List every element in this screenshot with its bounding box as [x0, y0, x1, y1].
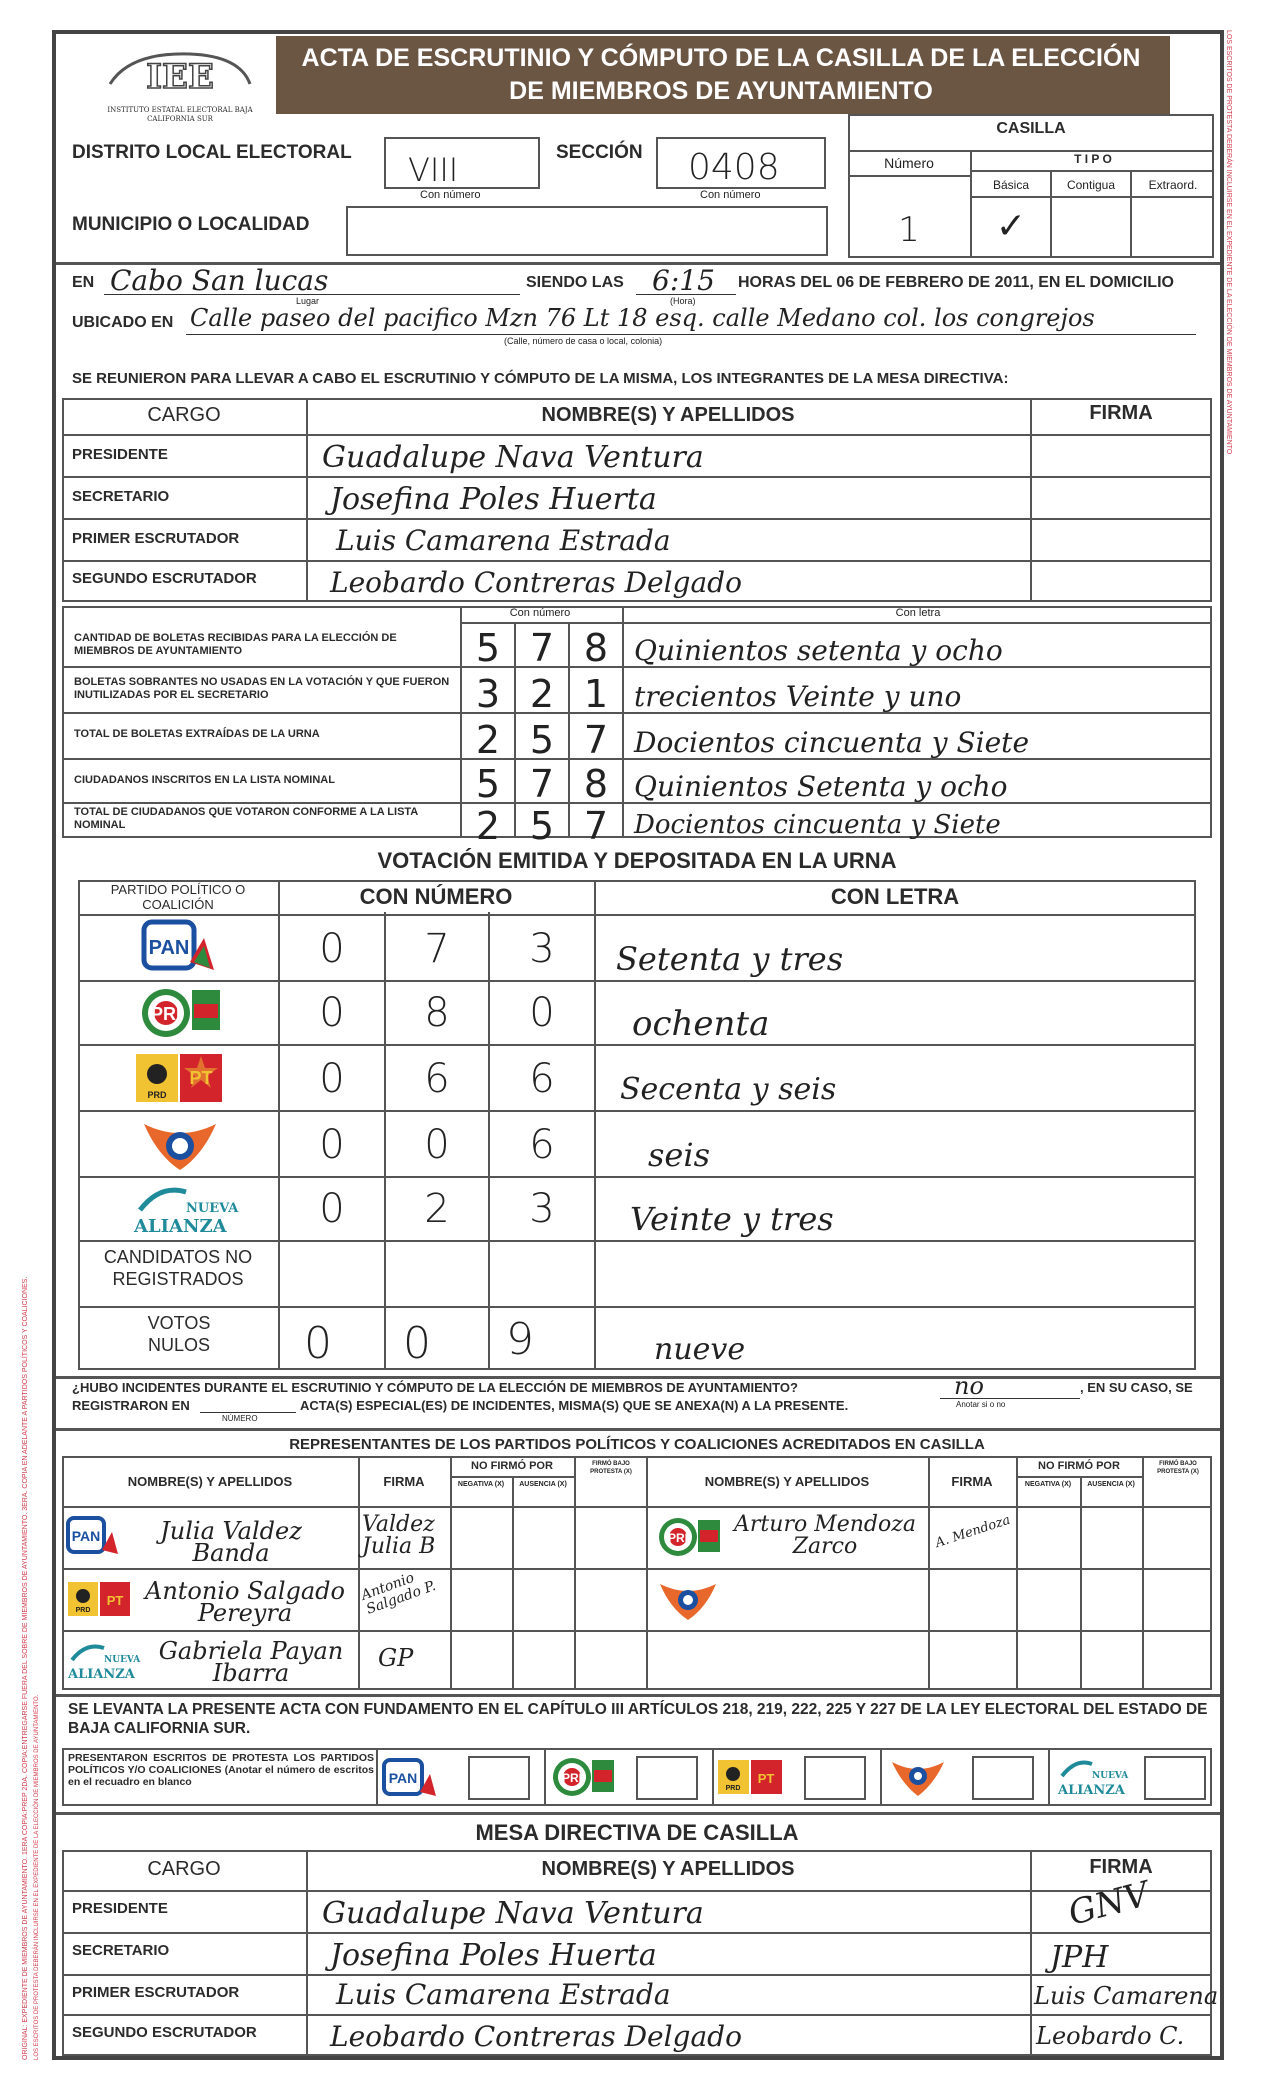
svg-text:PAN: PAN — [388, 1770, 418, 1786]
protesta-nueva-alianza-icon — [1054, 1756, 1129, 1798]
svg-text:NUEVA: NUEVA — [186, 1201, 239, 1216]
protesta-pri-icon — [550, 1754, 616, 1800]
boletas-digit[interactable]: 5 — [475, 626, 501, 670]
svg-text:PRD: PRD — [75, 1607, 91, 1614]
seccion-value: 0408 — [688, 147, 780, 188]
boletas-digit[interactable]: 7 — [529, 762, 555, 806]
protesta-pan-icon — [380, 1754, 440, 1800]
rep-prd-pt-icon — [66, 1576, 132, 1622]
mesa-bottom-nombre-primer[interactable]: Luis Camarena Estrada — [336, 1978, 671, 2011]
rep-nueva-alianza-icon — [64, 1638, 141, 1684]
rep-left-nombre[interactable]: Gabriela Payan Ibarra — [158, 1637, 344, 1687]
rep-protesta-header-left: FIRMÓ BAJO PROTESTA (X) — [590, 1461, 632, 1475]
votacion-digit[interactable]: 0 — [319, 1122, 345, 1168]
boletas-letra-header: Con letra — [895, 607, 941, 619]
ubicado-value[interactable]: Calle paseo del pacifico Mzn 76 Lt 18 esq. calle Medano col. los congrejos — [190, 304, 1095, 332]
boletas-label: TOTAL DE CIUDADANOS QUE VOTARON CONFORME A LA LISTA NOMINAL — [74, 806, 418, 831]
protesta-convergencia-count[interactable] — [972, 1756, 1034, 1800]
casilla-numero-value[interactable]: 1 — [898, 210, 920, 250]
boletas-label: CANTIDAD DE BOLETAS RECIBIDAS PARA LA ELECCIÓN DE MIEMBROS DE AYUNTAMIENTO — [74, 632, 397, 657]
protesta-nueva-alianza-count[interactable] — [1144, 1756, 1206, 1800]
votacion-digit[interactable]: 0 — [319, 990, 345, 1036]
mesa-bottom-cargo-header: CARGO — [147, 1858, 221, 1880]
incidentes-text-end: , EN SU CASO, SE — [1080, 1380, 1193, 1395]
mesa-top-nombre-segundo[interactable]: Leobardo Contreras Delgado — [330, 566, 742, 599]
mesa-top-nombre-header: NOMBRE(S) Y APELLIDOS — [541, 404, 795, 426]
boletas-digit[interactable]: 3 — [475, 672, 501, 716]
rep-left-firma[interactable]: Antonio Salgado P. — [359, 1569, 438, 1618]
votacion-digit[interactable]: 6 — [529, 1056, 555, 1102]
institute-name: INSTITUTO ESTATAL ELECTORAL BAJA CALIFORNIA SUR — [107, 106, 253, 123]
boletas-digit[interactable]: 2 — [529, 672, 555, 716]
incidentes-registraron: REGISTRARON EN — [72, 1398, 190, 1413]
pan-logo-icon — [142, 918, 222, 978]
svg-text:PRI: PRI — [667, 1531, 689, 1545]
convergencia-logo-icon — [140, 1116, 220, 1174]
rep-negativa-header-right: NEGATIVA (X) — [1024, 1481, 1072, 1488]
mesa-top-cargo-header: CARGO — [147, 404, 221, 426]
incidentes-question: ¿HUBO INCIDENTES DURANTE EL ESCRUTINIO Y CÓMPUTO DE LA ELECCIÓN DE MIEMBROS DE AYUNTAMIENTO? — [72, 1380, 798, 1395]
mesa-bottom-cargo-segundo: SEGUNDO ESCRUTADOR — [72, 2024, 257, 2041]
rep-firma-header-left: FIRMA — [383, 1474, 425, 1489]
mesa-top-cargo-presidente: PRESIDENTE — [72, 446, 168, 463]
mesa-top-cargo-primer: PRIMER ESCRUTADOR — [72, 530, 240, 547]
right-margin-note: LOS ESCRITOS DE PROTESTA DEBERÁN INCLUIRSE EN EL EXPEDIENTE DE LA ELECCIÓN DE MIEMBROS DE AYUNTAMIENTO — [1225, 30, 1232, 455]
rep-right-nombre[interactable]: Arturo Mendoza Zarco — [734, 1512, 916, 1559]
boletas-letra[interactable]: Quinientos setenta y ocho — [634, 634, 1003, 667]
svg-text:ALIANZA: ALIANZA — [68, 1667, 135, 1682]
svg-text:PRD: PRD — [725, 1785, 741, 1792]
boletas-letra[interactable]: trecientos Veinte y uno — [634, 680, 962, 713]
boletas-label: CIUDADANOS INSCRITOS EN LA LISTA NOMINAL — [74, 774, 335, 786]
svg-text:ALIANZA: ALIANZA — [134, 1216, 227, 1237]
boletas-digit[interactable]: 5 — [475, 762, 501, 806]
votos-nulos-label: VOTOS NULOS — [147, 1313, 211, 1355]
mesa-bottom-cargo-secretario: SECRETARIO — [72, 1942, 170, 1959]
mesa-bottom-firma-presidente[interactable]: GNV — [1064, 1874, 1154, 1934]
casilla-numero-label: Número — [884, 155, 934, 171]
rep-pan-icon — [66, 1514, 120, 1560]
svg-text:NUEVA: NUEVA — [104, 1655, 141, 1665]
protesta-text: PRESENTARON ESCRITOS DE PROTESTA LOS PARTIDOS POLÍTICOS Y/O COALICIONES (Anotar el número de escritos en el recuadro en blanco — [68, 1752, 374, 1788]
votacion-partido-header: PARTIDO POLÍTICO O COALICIÓN — [110, 882, 246, 912]
casilla-title: CASILLA — [996, 120, 1066, 137]
boletas-digit[interactable]: 1 — [583, 672, 609, 716]
votacion-digit[interactable]: 0 — [319, 1056, 345, 1102]
incidentes-answer-caption: Anotar si o no — [956, 1400, 1006, 1409]
boletas-digit[interactable]: 8 — [583, 762, 609, 806]
rep-no-firmo-header-right: NO FIRMÓ POR — [1038, 1460, 1120, 1472]
votacion-digit[interactable]: 7 — [424, 926, 450, 972]
protesta-prd-pt-icon — [716, 1756, 784, 1798]
mesa-bottom-firma-primer[interactable]: Luis Camarena — [1034, 1982, 1219, 2010]
prd-pt-logo-icon — [134, 1050, 224, 1106]
votacion-letra[interactable]: Secenta y seis — [620, 1072, 837, 1107]
votacion-digit[interactable]: 6 — [424, 1056, 450, 1102]
svg-text:ALIANZA: ALIANZA — [1058, 1783, 1125, 1798]
mesa-top-nombre-primer[interactable]: Luis Camarena Estrada — [336, 524, 671, 557]
votacion-digit[interactable]: 0 — [424, 1122, 450, 1168]
rep-left-firma[interactable]: GP — [378, 1644, 414, 1672]
iee-logo-text: IEE — [146, 57, 214, 97]
mesa-bottom-title: MESA DIRECTIVA DE CASILLA — [475, 1820, 799, 1845]
tipo-contigua-label: Contigua — [1066, 178, 1116, 192]
mesa-top-firma-header: FIRMA — [1089, 402, 1153, 424]
pri-logo-icon — [138, 984, 224, 1042]
votacion-letra[interactable]: ochenta — [632, 1004, 770, 1044]
tipo-basica-checkbox[interactable]: ✓ — [995, 206, 1027, 247]
lugar-caption: Lugar — [296, 296, 320, 306]
votacion-digit[interactable]: 0 — [319, 926, 345, 972]
seccion-caption: Con número — [700, 189, 761, 201]
protesta-convergencia-icon — [888, 1756, 948, 1798]
boletas-digit[interactable]: 7 — [583, 804, 609, 848]
boletas-numero-header: Con número — [509, 607, 571, 619]
rep-convergencia-icon — [656, 1578, 720, 1622]
mesa-bottom-firma-segundo[interactable]: Leobardo C. — [1036, 2022, 1185, 2050]
ubicado-caption: (Calle, número de casa o local, colonia) — [504, 336, 663, 346]
votacion-letra-header: CON LETRA — [830, 884, 960, 909]
votacion-letra[interactable]: nueve — [654, 1332, 746, 1367]
seccion-label: SECCIÓN — [556, 142, 643, 163]
casilla-tipo-label: T I P O — [1074, 152, 1112, 166]
rep-nombre-header-left: NOMBRE(S) Y APELLIDOS — [127, 1474, 293, 1489]
rep-right-firma[interactable]: A. Mendoza — [933, 1512, 1013, 1551]
svg-text:PRI: PRI — [150, 1004, 182, 1024]
candidatos-no-registrados-label: CANDIDATOS NO REGISTRADOS — [103, 1247, 253, 1289]
votacion-digit[interactable]: 0 — [403, 1318, 431, 1369]
reunion-text: SE REUNIERON PARA LLEVAR A CABO EL ESCRUTINIO Y CÓMPUTO DE LA MISMA, LOS INTEGRANTES DE LA MESA DIRECTIVA: — [72, 370, 1009, 387]
mesa-bottom-firma-secretario[interactable]: JPH — [1050, 1940, 1109, 1975]
boletas-letra[interactable]: Quinientos Setenta y ocho — [634, 770, 1008, 803]
votacion-digit[interactable]: 6 — [529, 1122, 555, 1168]
fundamento-text: SE LEVANTA LA PRESENTE ACTA CON FUNDAMENTO EN EL CAPÍTULO III ARTÍCULOS 218, 219, 222, 225 Y 227 DE LA LEY ELECTORAL DEL ESTADO DE BAJA CALIFORNIA SUR. — [68, 1701, 1208, 1737]
hora-caption: (Hora) — [670, 296, 696, 306]
nueva-alianza-logo-icon — [130, 1180, 239, 1238]
boletas-label: BOLETAS SOBRANTES NO USADAS EN LA VOTACIÓN Y QUE FUERON INUTILIZADAS POR EL SECRETARIO — [74, 676, 450, 701]
svg-text:PT: PT — [189, 1068, 213, 1088]
mesa-top-nombre-presidente[interactable]: Guadalupe Nava Ventura — [322, 440, 704, 475]
boletas-digit[interactable]: 7 — [583, 718, 609, 762]
rep-ausencia-header-right: AUSENCIA (X) — [1087, 1481, 1135, 1488]
tipo-extraord-label: Extraord. — [1148, 178, 1198, 192]
svg-text:PT: PT — [757, 1771, 775, 1786]
boletas-digit[interactable]: 2 — [475, 804, 501, 848]
votacion-digit[interactable]: 3 — [529, 1186, 555, 1232]
distrito-label: DISTRITO LOCAL ELECTORAL — [72, 142, 352, 163]
mesa-top-cargo-segundo: SEGUNDO ESCRUTADOR — [72, 570, 257, 587]
votacion-letra[interactable]: Veinte y tres — [630, 1200, 834, 1238]
votacion-letra[interactable]: seis — [648, 1136, 711, 1174]
protesta-pan-count[interactable] — [468, 1756, 530, 1800]
protesta-pri-count[interactable] — [636, 1756, 698, 1800]
distrito-value: VIII — [408, 151, 459, 189]
svg-text:NUEVA: NUEVA — [1092, 1771, 1129, 1781]
svg-text:PRI: PRI — [561, 1771, 583, 1785]
rep-negativa-header-left: NEGATIVA (X) — [457, 1481, 505, 1488]
incidentes-numero-caption: NÚMERO — [222, 1414, 258, 1423]
boletas-digit[interactable]: 5 — [529, 718, 555, 762]
mesa-bottom-nombre-header: NOMBRE(S) Y APELLIDOS — [541, 1858, 795, 1880]
rep-ausencia-header-left: AUSENCIA (X) — [519, 1481, 567, 1488]
boletas-digit[interactable]: 5 — [529, 804, 555, 848]
incidentes-acta-text: ACTA(S) ESPECIAL(ES) DE INCIDENTES, MISMA(S) QUE SE ANEXA(N) A LA PRESENTE. — [300, 1398, 849, 1413]
mesa-bottom-nombre-presidente[interactable]: Guadalupe Nava Ventura — [322, 1896, 704, 1931]
svg-text:PRD: PRD — [147, 1090, 167, 1100]
left-margin-note-1: ORIGINAL: EXPEDIENTE DE MIEMBROS DE AYUNTAMIENTO. 1ERA COPIA:PREP 2DA. COPIA:ENTREGARSE FUERA DEL SOBRE DE MIEMBROS DE AYUNTAMIENTO. 3ERA. COPIA EN ADELANTE A PARTIDOS POLÍTICOS Y COALICIONES. — [22, 1276, 29, 2060]
municipio-field[interactable] — [346, 206, 828, 256]
distrito-caption: Con número — [420, 189, 481, 201]
boletas-letra[interactable]: Docientos cincuenta y Siete — [634, 726, 1030, 759]
rep-firma-header-right: FIRMA — [951, 1474, 993, 1489]
en-label: EN — [72, 274, 95, 291]
protesta-prd-pt-count[interactable] — [804, 1756, 866, 1800]
votacion-digit[interactable]: 0 — [529, 990, 555, 1036]
votacion-digit[interactable]: 0 — [319, 1186, 345, 1232]
boletas-digit[interactable]: 8 — [583, 626, 609, 670]
tipo-basica-label: Básica — [992, 178, 1030, 192]
municipio-label: MUNICIPIO O LOCALIDAD — [72, 214, 310, 235]
boletas-label: TOTAL DE BOLETAS EXTRAÍDAS DE LA URNA — [74, 728, 320, 740]
representantes-title: REPRESENTANTES DE LOS PARTIDOS POLÍTICOS Y COALICIONES ACREDITADOS EN CASILLA — [289, 1436, 985, 1453]
votacion-title: VOTACIÓN EMITIDA Y DEPOSITADA EN LA URNA — [377, 848, 897, 873]
mesa-top-cargo-secretario: SECRETARIO — [72, 488, 170, 505]
rep-left-firma[interactable]: Valdez Julia B — [362, 1512, 436, 1559]
left-margin-note-2: LOS ESCRITOS DE PROTESTA DEBERÁN INCLUIRSE EN EL EXPEDIENTE DE LA ELECCIÓN DE MIEMBROS DE AYUNTAMIENTO. — [34, 1694, 40, 2060]
votacion-letra[interactable]: Setenta y tres — [616, 940, 844, 978]
votacion-digit[interactable]: 9 — [506, 1314, 534, 1365]
mesa-bottom-cargo-primer: PRIMER ESCRUTADOR — [72, 1984, 240, 2001]
hora-value[interactable]: 6:15 — [652, 264, 715, 297]
date-text: HORAS DEL 06 DE FEBRERO DE 2011, EN EL DOMICILIO — [738, 274, 1174, 291]
mesa-bottom-firma-header: FIRMA — [1089, 1856, 1153, 1878]
seccion-field[interactable] — [656, 137, 826, 189]
boletas-digit[interactable]: 2 — [475, 718, 501, 762]
mesa-bottom-nombre-segundo[interactable]: Leobardo Contreras Delgado — [330, 2020, 742, 2053]
boletas-letra[interactable]: Docientos cincuenta y Siete — [634, 810, 1001, 840]
incidentes-answer[interactable]: no — [954, 1372, 984, 1400]
mesa-bottom-cargo-presidente: PRESIDENTE — [72, 1900, 168, 1917]
svg-text:PAN: PAN — [71, 1528, 101, 1544]
rep-left-nombre[interactable]: Julia Valdez Banda — [160, 1517, 302, 1567]
rep-left-nombre[interactable]: Antonio Salgado Pereyra — [144, 1577, 345, 1627]
votacion-digit[interactable]: 2 — [424, 1186, 450, 1232]
ubicado-label: UBICADO EN — [72, 314, 174, 331]
svg-text:PT: PT — [106, 1593, 124, 1608]
votacion-digit[interactable]: 0 — [304, 1318, 332, 1369]
mesa-top-nombre-secretario[interactable]: Josefina Poles Huerta — [330, 482, 657, 517]
siendo-label: SIENDO LAS — [526, 274, 624, 291]
lugar-value[interactable]: Cabo San lucas — [110, 264, 329, 297]
svg-text:PAN: PAN — [148, 937, 190, 959]
rep-no-firmo-header-left: NO FIRMÓ POR — [471, 1460, 553, 1472]
page-title: ACTA DE ESCRUTINIO Y CÓMPUTO DE LA CASILLA DE LA ELECCIÓN DE MIEMBROS DE AYUNTAMIENTO — [301, 44, 1141, 105]
rep-pri-icon — [656, 1514, 722, 1560]
rep-protesta-header-right: FIRMÓ BAJO PROTESTA (X) — [1157, 1461, 1199, 1475]
votacion-numero-header: CON NÚMERO — [359, 884, 513, 909]
distrito-field[interactable] — [384, 137, 540, 189]
votacion-digit[interactable]: 3 — [529, 926, 555, 972]
rep-nombre-header-right: NOMBRE(S) Y APELLIDOS — [704, 1474, 870, 1489]
boletas-digit[interactable]: 7 — [529, 626, 555, 670]
mesa-bottom-nombre-secretario[interactable]: Josefina Poles Huerta — [330, 1938, 657, 1973]
votacion-digit[interactable]: 8 — [424, 990, 450, 1036]
